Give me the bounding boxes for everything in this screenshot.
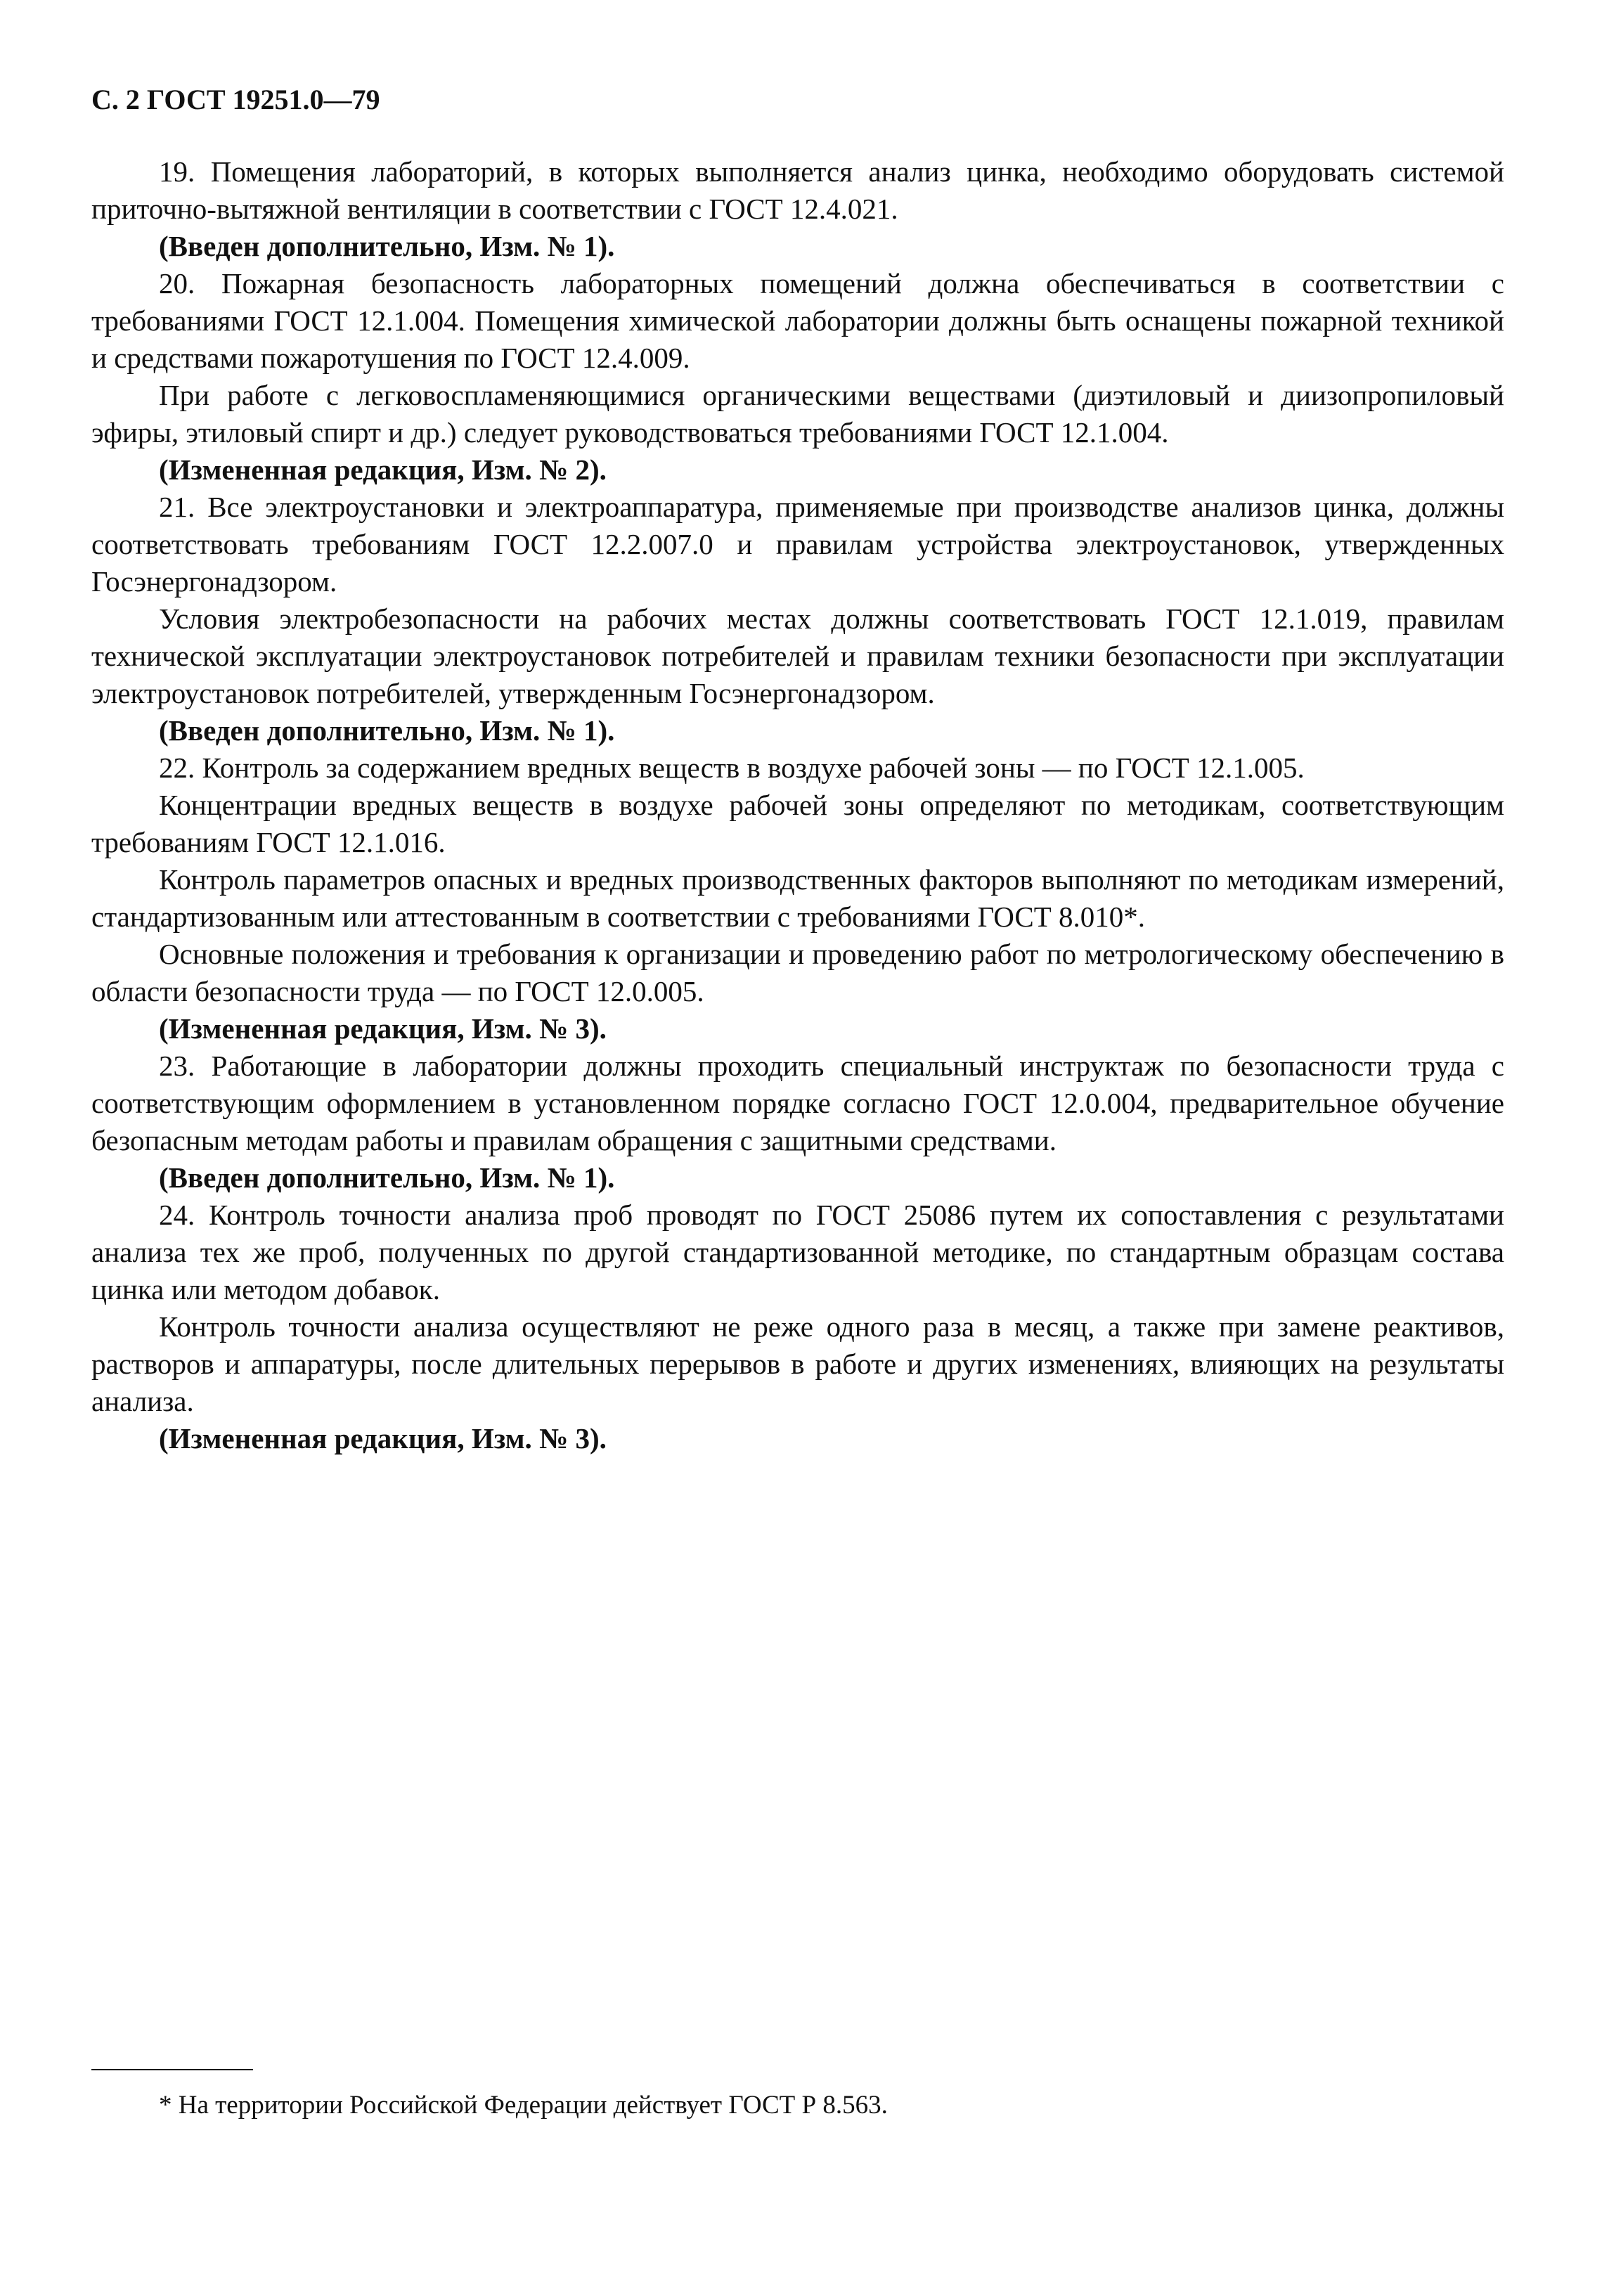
amendment-note: (Введен дополнительно, Изм. № 1). — [159, 714, 615, 747]
page-header: С. 2 ГОСТ 19251.0—79 — [91, 84, 380, 115]
clause-20: 20. Пожарная безопасность лабораторных помещений должна обеспечиваться в соответствии с требованиями ГОСТ 12.1.004. Помещения химической лаборатории должны быть оснащены пожарной техникой и средствами пожаротушения по ГОСТ 12.4.009. — [91, 267, 1504, 374]
amendment-note: (Измененная редакция, Изм. № 3). — [159, 1012, 607, 1045]
clause-24-paragraph: Контроль точности анализа осуществляют не реже одного раза в месяц, а также при замене реактивов, растворов и аппаратуры, после длительных перерывов в работе и других изменениях, влияющих на результаты анализа. — [91, 1310, 1504, 1417]
document-body — [91, 153, 1504, 1457]
clause-20-paragraph: При работе с легковоспламеняющимися органическими веществами (диэтиловый и диизопропиловый эфиры, этиловый спирт и др.) следует руководствоваться требованиями ГОСТ 12.1.004. — [91, 379, 1504, 449]
amendment-note: (Измененная редакция, Изм. № 2). — [159, 453, 607, 486]
clause-23: 23. Работающие в лаборатории должны проходить специальный инструктаж по безопасности труда с соответствующим оформлением в установленном порядке согласно ГОСТ 12.0.004, предварительное обучение безопасным методам работы и правилам обращения с защитными средствами. — [91, 1050, 1504, 1156]
clause-22: 22. Контроль за содержанием вредных веществ в воздухе рабочей зоны — по ГОСТ 12.1.005. — [159, 752, 1305, 784]
amendment-note: (Введен дополнительно, Изм. № 1). — [159, 1161, 615, 1194]
clause-22-paragraph: Концентрации вредных веществ в воздухе рабочей зоны определяют по методикам, соответствующим требованиям ГОСТ 12.1.016. — [91, 789, 1504, 858]
clause-24: 24. Контроль точности анализа проб проводят по ГОСТ 25086 путем их сопоставления с результатами анализа тех же проб, полученных по другой стандартизованной методике, по стандартным образцам состава цинка или методом добавок. — [91, 1199, 1504, 1305]
amendment-note: (Измененная редакция, Изм. № 3). — [159, 1422, 607, 1455]
clause-22-paragraph: Контроль параметров опасных и вредных производственных факторов выполняют по методикам измерений, стандартизованным или аттестованным в соответствии с требованиями ГОСТ 8.010*. — [91, 863, 1504, 933]
clause-22-paragraph: Основные положения и требования к организации и проведению работ по метрологическому обеспечению в области безопасности труда — по ГОСТ 12.0.005. — [91, 938, 1504, 1007]
clause-21-paragraph: Условия электробезопасности на рабочих местах должны соответствовать ГОСТ 12.1.019, правилам технической эксплуатации электроустановок потребителей и правилам техники безопасности при эксплуатации электроустановок потребителей, утвержденным Госэнергонадзором. — [91, 602, 1504, 709]
clause-19: 19. Помещения лабораторий, в которых выполняется анализ цинка, необходимо оборудовать системой приточно-вытяжной вентиляции в соответствии с ГОСТ 12.4.021. — [91, 155, 1504, 225]
amendment-note: (Введен дополнительно, Изм. № 1). — [159, 230, 615, 262]
footnote: * На территории Российской Федерации действует ГОСТ Р 8.563. — [159, 2091, 888, 2120]
clause-21: 21. Все электроустановки и электроаппаратура, применяемые при производстве анализов цинка, должны соответствовать требованиям ГОСТ 12.2.007.0 и правилам устройства электроустановок, утвержденных Госэнергонадзором. — [91, 491, 1504, 598]
footnote-divider — [91, 2069, 253, 2070]
